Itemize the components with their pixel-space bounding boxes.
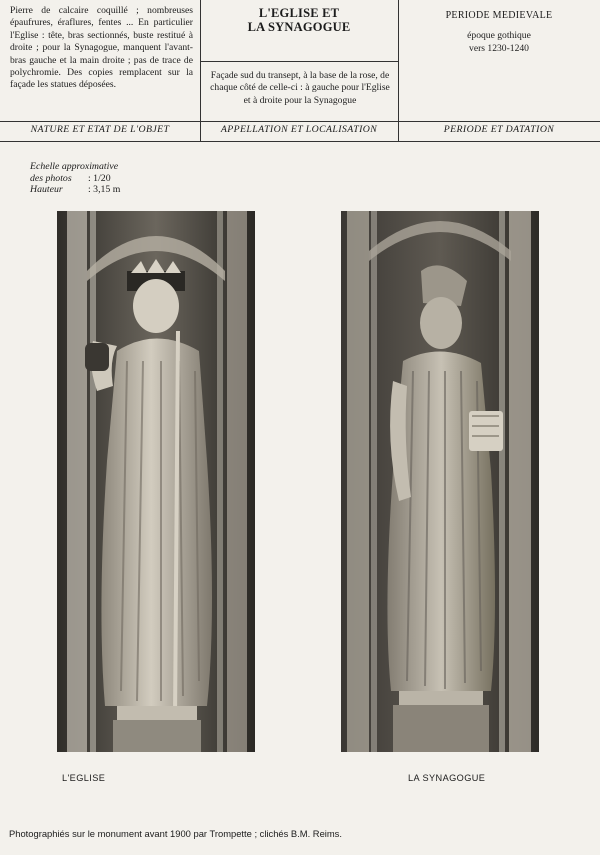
title-block: [200, 6, 398, 34]
photo-label-synagogue: LA SYNAGOGUE: [408, 773, 486, 783]
title-line-1: L'EGLISE ET: [258, 6, 340, 20]
title-line-2: LA SYNAGOGUE: [247, 20, 351, 34]
object-description: Pierre de calcaire coquillé ; nombreuses épaufrures, éraflures, fentes ... En particulier l'Eglise : tête, bras sectionnés, buste restitué à droite ; pour la Synagogue, manquent l'avant-bras gauche et la main droite ; pas de trace de polychromie. Des copies remplacent sur la façade les statues déposées.: [10, 5, 193, 91]
scale-block: [30, 161, 120, 196]
photo-credit: Photographiés sur le monument avant 1900 par Trompette ; clichés B.M. Reims.: [9, 828, 342, 839]
caption-nature: NATURE ET ETAT DE L'OBJET: [30, 124, 170, 135]
scale-label-1: Echelle approximative: [30, 161, 119, 172]
dates-text: vers 1230-1240: [469, 42, 529, 54]
epoch-text: époque gothique: [467, 30, 531, 42]
photo-label-eglise: L'EGLISE: [62, 773, 106, 783]
scale-label-2: des photos: [30, 172, 72, 184]
eglise-statue-illustration: [57, 211, 255, 752]
caption-divider: [0, 121, 600, 122]
scale-label-3: Hauteur: [30, 184, 63, 196]
period-block: [398, 10, 600, 55]
title-divider: [200, 61, 398, 62]
period-name: PERIODE MEDIEVALE: [445, 10, 553, 21]
scale-value-3: : 3,15 m: [88, 184, 121, 196]
caption-periode: PERIODE ET DATATION: [443, 124, 555, 135]
photo-eglise: [57, 211, 255, 752]
caption-appellation: APPELLATION ET LOCALISATION: [220, 124, 378, 135]
photo-synagogue: [341, 211, 539, 752]
location-text: Façade sud du transept, à la base de la rose, de chaque côté de celle-ci : à gauche pour l'Eglise et à droite pour la Synagogue: [210, 70, 390, 106]
synagogue-statue-illustration: [341, 211, 539, 752]
scale-value-2: : 1/20: [88, 172, 111, 184]
